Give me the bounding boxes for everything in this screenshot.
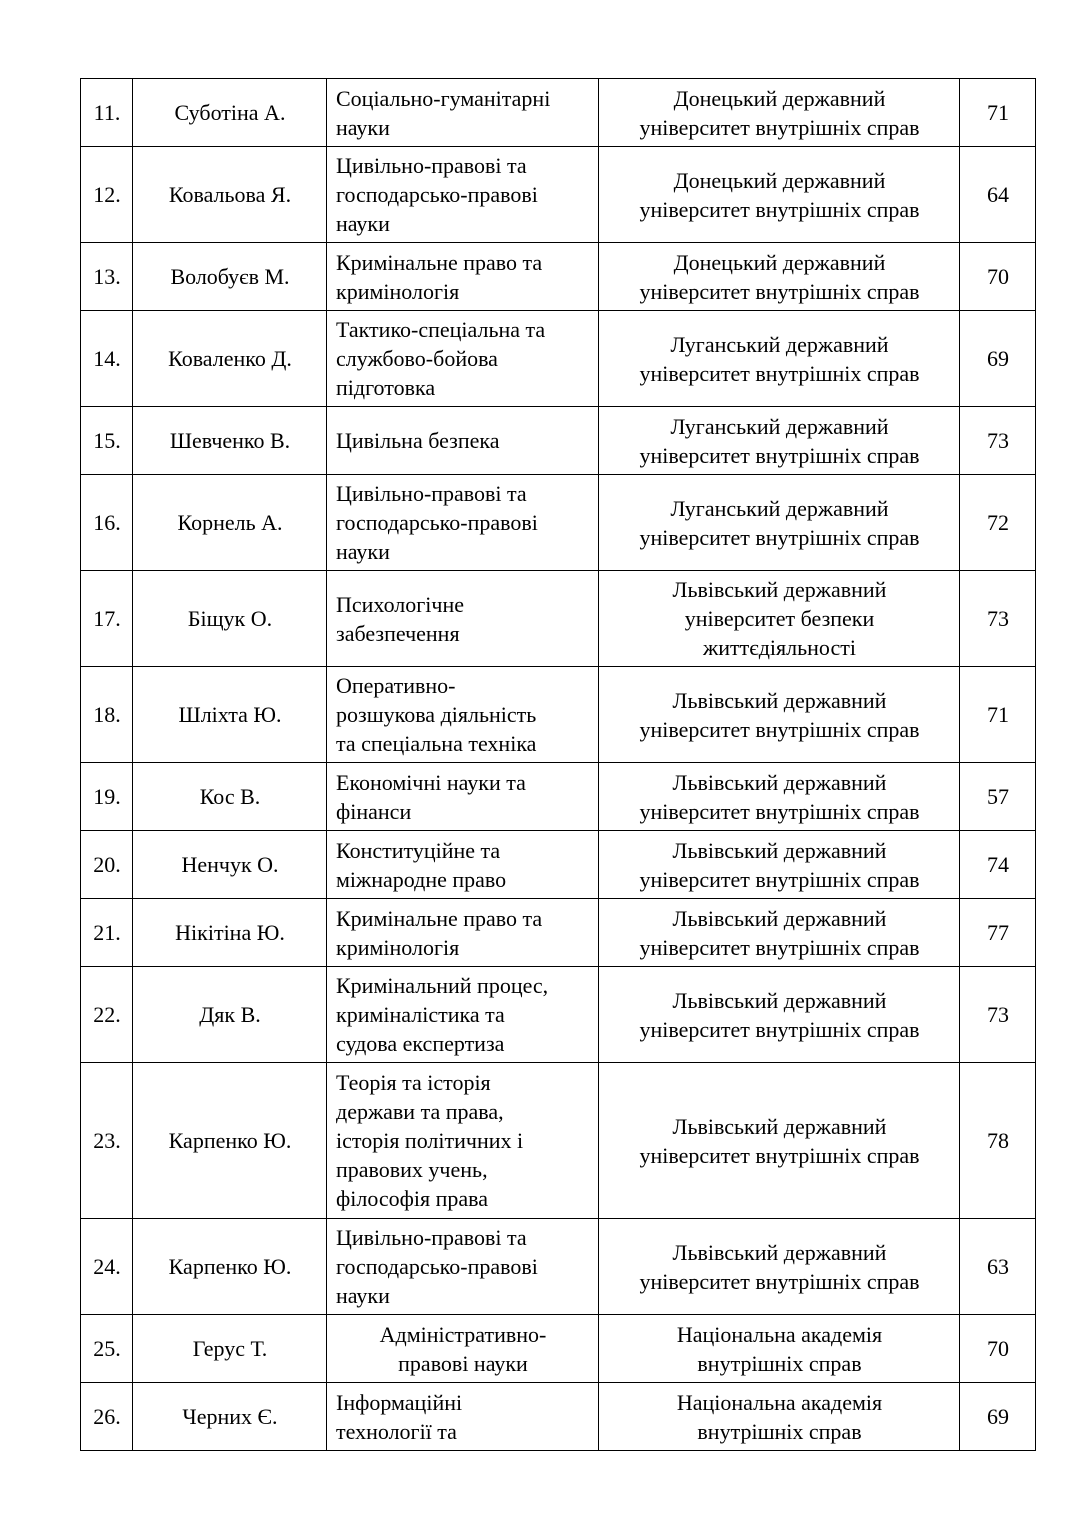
table-row xyxy=(81,1063,1036,1219)
score: 73 xyxy=(960,967,1036,1063)
row-number: 11. xyxy=(81,79,133,147)
institution: Донецький державний університет внутрішніх справ xyxy=(599,147,960,243)
specialty: Цивільна безпека xyxy=(327,407,599,475)
institution: Національна академія внутрішніх справ xyxy=(599,1315,960,1383)
institution: Львівський державний університет внутрішніх справ xyxy=(599,763,960,831)
table-row xyxy=(81,763,1036,831)
table-row xyxy=(81,147,1036,243)
table-row xyxy=(81,1315,1036,1383)
row-number: 24. xyxy=(81,1219,133,1315)
score: 77 xyxy=(960,899,1036,967)
row-number: 14. xyxy=(81,311,133,407)
score: 70 xyxy=(960,243,1036,311)
institution: Національна академія внутрішніх справ xyxy=(599,1383,960,1451)
participant-name: Карпенко Ю. xyxy=(133,1063,327,1219)
results-table-body xyxy=(81,79,1036,1451)
institution: Львівський державний університет внутрішніх справ xyxy=(599,667,960,763)
specialty: Цивільно-правові та господарсько-правові науки xyxy=(327,1219,599,1315)
table-row xyxy=(81,311,1036,407)
participant-name: Черних Є. xyxy=(133,1383,327,1451)
specialty: Соціально-гуманітарні науки xyxy=(327,79,599,147)
participant-name: Ненчук О. xyxy=(133,831,327,899)
specialty: Психологічне забезпечення xyxy=(327,571,599,667)
table-row xyxy=(81,667,1036,763)
institution: Луганський державний університет внутрішніх справ xyxy=(599,475,960,571)
participant-name: Біщук О. xyxy=(133,571,327,667)
specialty: Цивільно-правові та господарсько-правові науки xyxy=(327,147,599,243)
specialty: Інформаційні технології та xyxy=(327,1383,599,1451)
institution: Донецький державний університет внутрішніх справ xyxy=(599,243,960,311)
institution: Львівський державний університет внутрішніх справ xyxy=(599,1219,960,1315)
row-number: 23. xyxy=(81,1063,133,1219)
specialty: Конституційне та міжнародне право xyxy=(327,831,599,899)
specialty: Адміністративно- правові науки xyxy=(327,1315,599,1383)
participant-name: Кос В. xyxy=(133,763,327,831)
participant-name: Шліхта Ю. xyxy=(133,667,327,763)
table-row xyxy=(81,243,1036,311)
participant-name: Волобуєв М. xyxy=(133,243,327,311)
score: 63 xyxy=(960,1219,1036,1315)
row-number: 22. xyxy=(81,967,133,1063)
row-number: 12. xyxy=(81,147,133,243)
specialty: Тактико-спеціальна та службово-бойова підготовка xyxy=(327,311,599,407)
specialty: Економічні науки та фінанси xyxy=(327,763,599,831)
participant-name: Нікітіна Ю. xyxy=(133,899,327,967)
institution: Луганський державний університет внутрішніх справ xyxy=(599,407,960,475)
score: 69 xyxy=(960,1383,1036,1451)
participant-name: Коваленко Д. xyxy=(133,311,327,407)
specialty: Кримінальне право та кримінологія xyxy=(327,243,599,311)
participant-name: Ковальова Я. xyxy=(133,147,327,243)
table-row xyxy=(81,79,1036,147)
row-number: 21. xyxy=(81,899,133,967)
institution: Донецький державний університет внутрішніх справ xyxy=(599,79,960,147)
specialty: Цивільно-правові та господарсько-правові науки xyxy=(327,475,599,571)
row-number: 20. xyxy=(81,831,133,899)
specialty: Кримінальний процес, криміналістика та судова експертиза xyxy=(327,967,599,1063)
score: 73 xyxy=(960,407,1036,475)
score: 70 xyxy=(960,1315,1036,1383)
institution: Львівський державний університет безпеки життєдіяльності xyxy=(599,571,960,667)
row-number: 15. xyxy=(81,407,133,475)
score: 78 xyxy=(960,1063,1036,1219)
row-number: 25. xyxy=(81,1315,133,1383)
specialty: Теорія та історія держави та права, історія політичних і правових учень, філософія права xyxy=(327,1063,599,1219)
results-table xyxy=(80,78,1036,1451)
institution: Львівський державний університет внутрішніх справ xyxy=(599,899,960,967)
table-row xyxy=(81,407,1036,475)
participant-name: Корнель А. xyxy=(133,475,327,571)
participant-name: Герус Т. xyxy=(133,1315,327,1383)
score: 72 xyxy=(960,475,1036,571)
institution: Львівський державний університет внутрішніх справ xyxy=(599,831,960,899)
institution: Львівський державний університет внутрішніх справ xyxy=(599,1063,960,1219)
table-row xyxy=(81,475,1036,571)
row-number: 18. xyxy=(81,667,133,763)
table-row xyxy=(81,1219,1036,1315)
row-number: 26. xyxy=(81,1383,133,1451)
row-number: 17. xyxy=(81,571,133,667)
score: 71 xyxy=(960,667,1036,763)
table-row xyxy=(81,899,1036,967)
table-row xyxy=(81,831,1036,899)
table-row xyxy=(81,571,1036,667)
table-row xyxy=(81,967,1036,1063)
table-row xyxy=(81,1383,1036,1451)
participant-name: Суботіна А. xyxy=(133,79,327,147)
specialty: Оперативно- розшукова діяльність та спеціальна техніка xyxy=(327,667,599,763)
row-number: 19. xyxy=(81,763,133,831)
participant-name: Карпенко Ю. xyxy=(133,1219,327,1315)
score: 69 xyxy=(960,311,1036,407)
specialty: Кримінальне право та кримінологія xyxy=(327,899,599,967)
score: 74 xyxy=(960,831,1036,899)
participant-name: Дяк В. xyxy=(133,967,327,1063)
institution: Львівський державний університет внутрішніх справ xyxy=(599,967,960,1063)
participant-name: Шевченко В. xyxy=(133,407,327,475)
score: 71 xyxy=(960,79,1036,147)
score: 64 xyxy=(960,147,1036,243)
score: 57 xyxy=(960,763,1036,831)
score: 73 xyxy=(960,571,1036,667)
institution: Луганський державний університет внутрішніх справ xyxy=(599,311,960,407)
row-number: 13. xyxy=(81,243,133,311)
row-number: 16. xyxy=(81,475,133,571)
